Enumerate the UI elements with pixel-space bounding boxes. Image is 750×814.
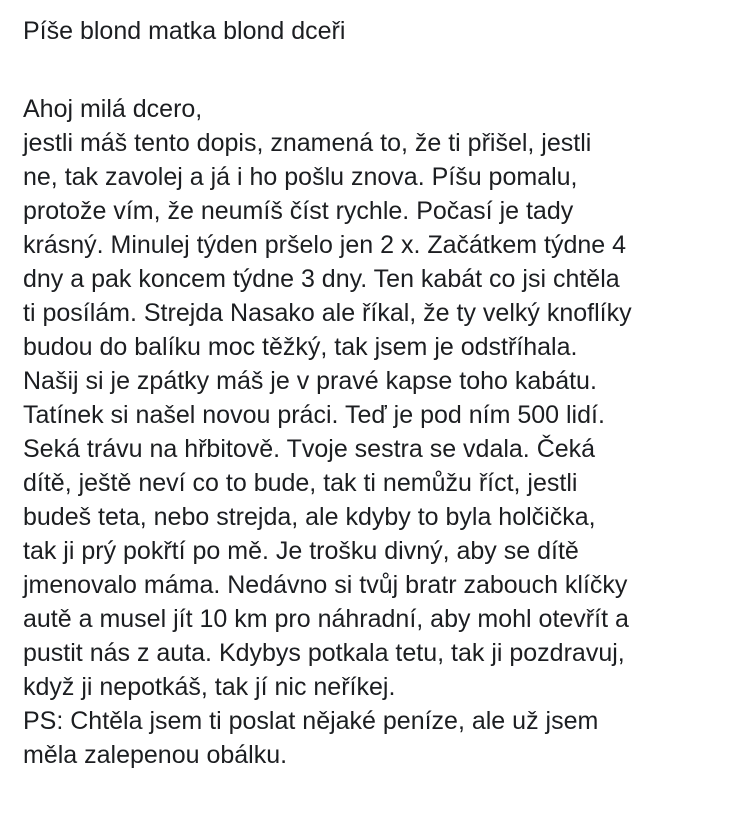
post-line: tak ji prý pokřtí po mě. Je trošku divný, aby se dítě <box>23 537 579 565</box>
post-line: jestli máš tento dopis, znamená to, že ti přišel, jestli <box>23 129 592 157</box>
post-title: Píše blond matka blond dceři <box>23 17 346 45</box>
post-line: budeš teta, nebo strejda, ale kdyby to byla holčička, <box>23 503 596 531</box>
post-line: krásný. Minulej týden pršelo jen 2 x. Začátkem týdne 4 <box>23 231 627 259</box>
post-line: dítě, ještě neví co to bude, tak ti nemůžu říct, jestli <box>23 469 578 497</box>
post-content <box>23 14 743 772</box>
post-line: protože vím, že neumíš číst rychle. Počasí je tady <box>23 197 574 225</box>
post-line: ti posílám. Strejda Nasako ale říkal, že ty velký knoflíky <box>23 299 632 327</box>
post-line: když ji nepotkáš, tak jí nic neříkej. <box>23 673 396 701</box>
post-line: Seká trávu na hřbitově. Tvoje sestra se vdala. Čeká <box>23 435 596 463</box>
post-line: pustit nás z auta. Kdybys potkala tetu, tak ji pozdravuj, <box>23 639 625 667</box>
post-line: jmenovalo máma. Nedávno si tvůj bratr zabouch klíčky <box>23 571 628 599</box>
post-line: dny a pak koncem týdne 3 dny. Ten kabát co jsi chtěla <box>23 265 620 293</box>
post-line: autě a musel jít 10 km pro náhradní, aby mohl otevřít a <box>23 605 629 633</box>
post-line: ne, tak zavolej a já i ho pošlu znova. Píšu pomalu, <box>23 163 578 191</box>
post-body <box>23 92 743 772</box>
post-line: měla zalepenou obálku. <box>23 741 288 769</box>
post-line: Ahoj milá dcero, <box>23 95 203 123</box>
post-line: Tatínek si našel novou práci. Teď je pod ním 500 lidí. <box>23 401 605 429</box>
post-line: budou do balíku moc těžký, tak jsem je odstříhala. <box>23 333 578 361</box>
post-line: PS: Chtěla jsem ti poslat nějaké peníze, ale už jsem <box>23 707 599 735</box>
post-line: Našij si je zpátky máš je v pravé kapse toho kabátu. <box>23 367 597 395</box>
